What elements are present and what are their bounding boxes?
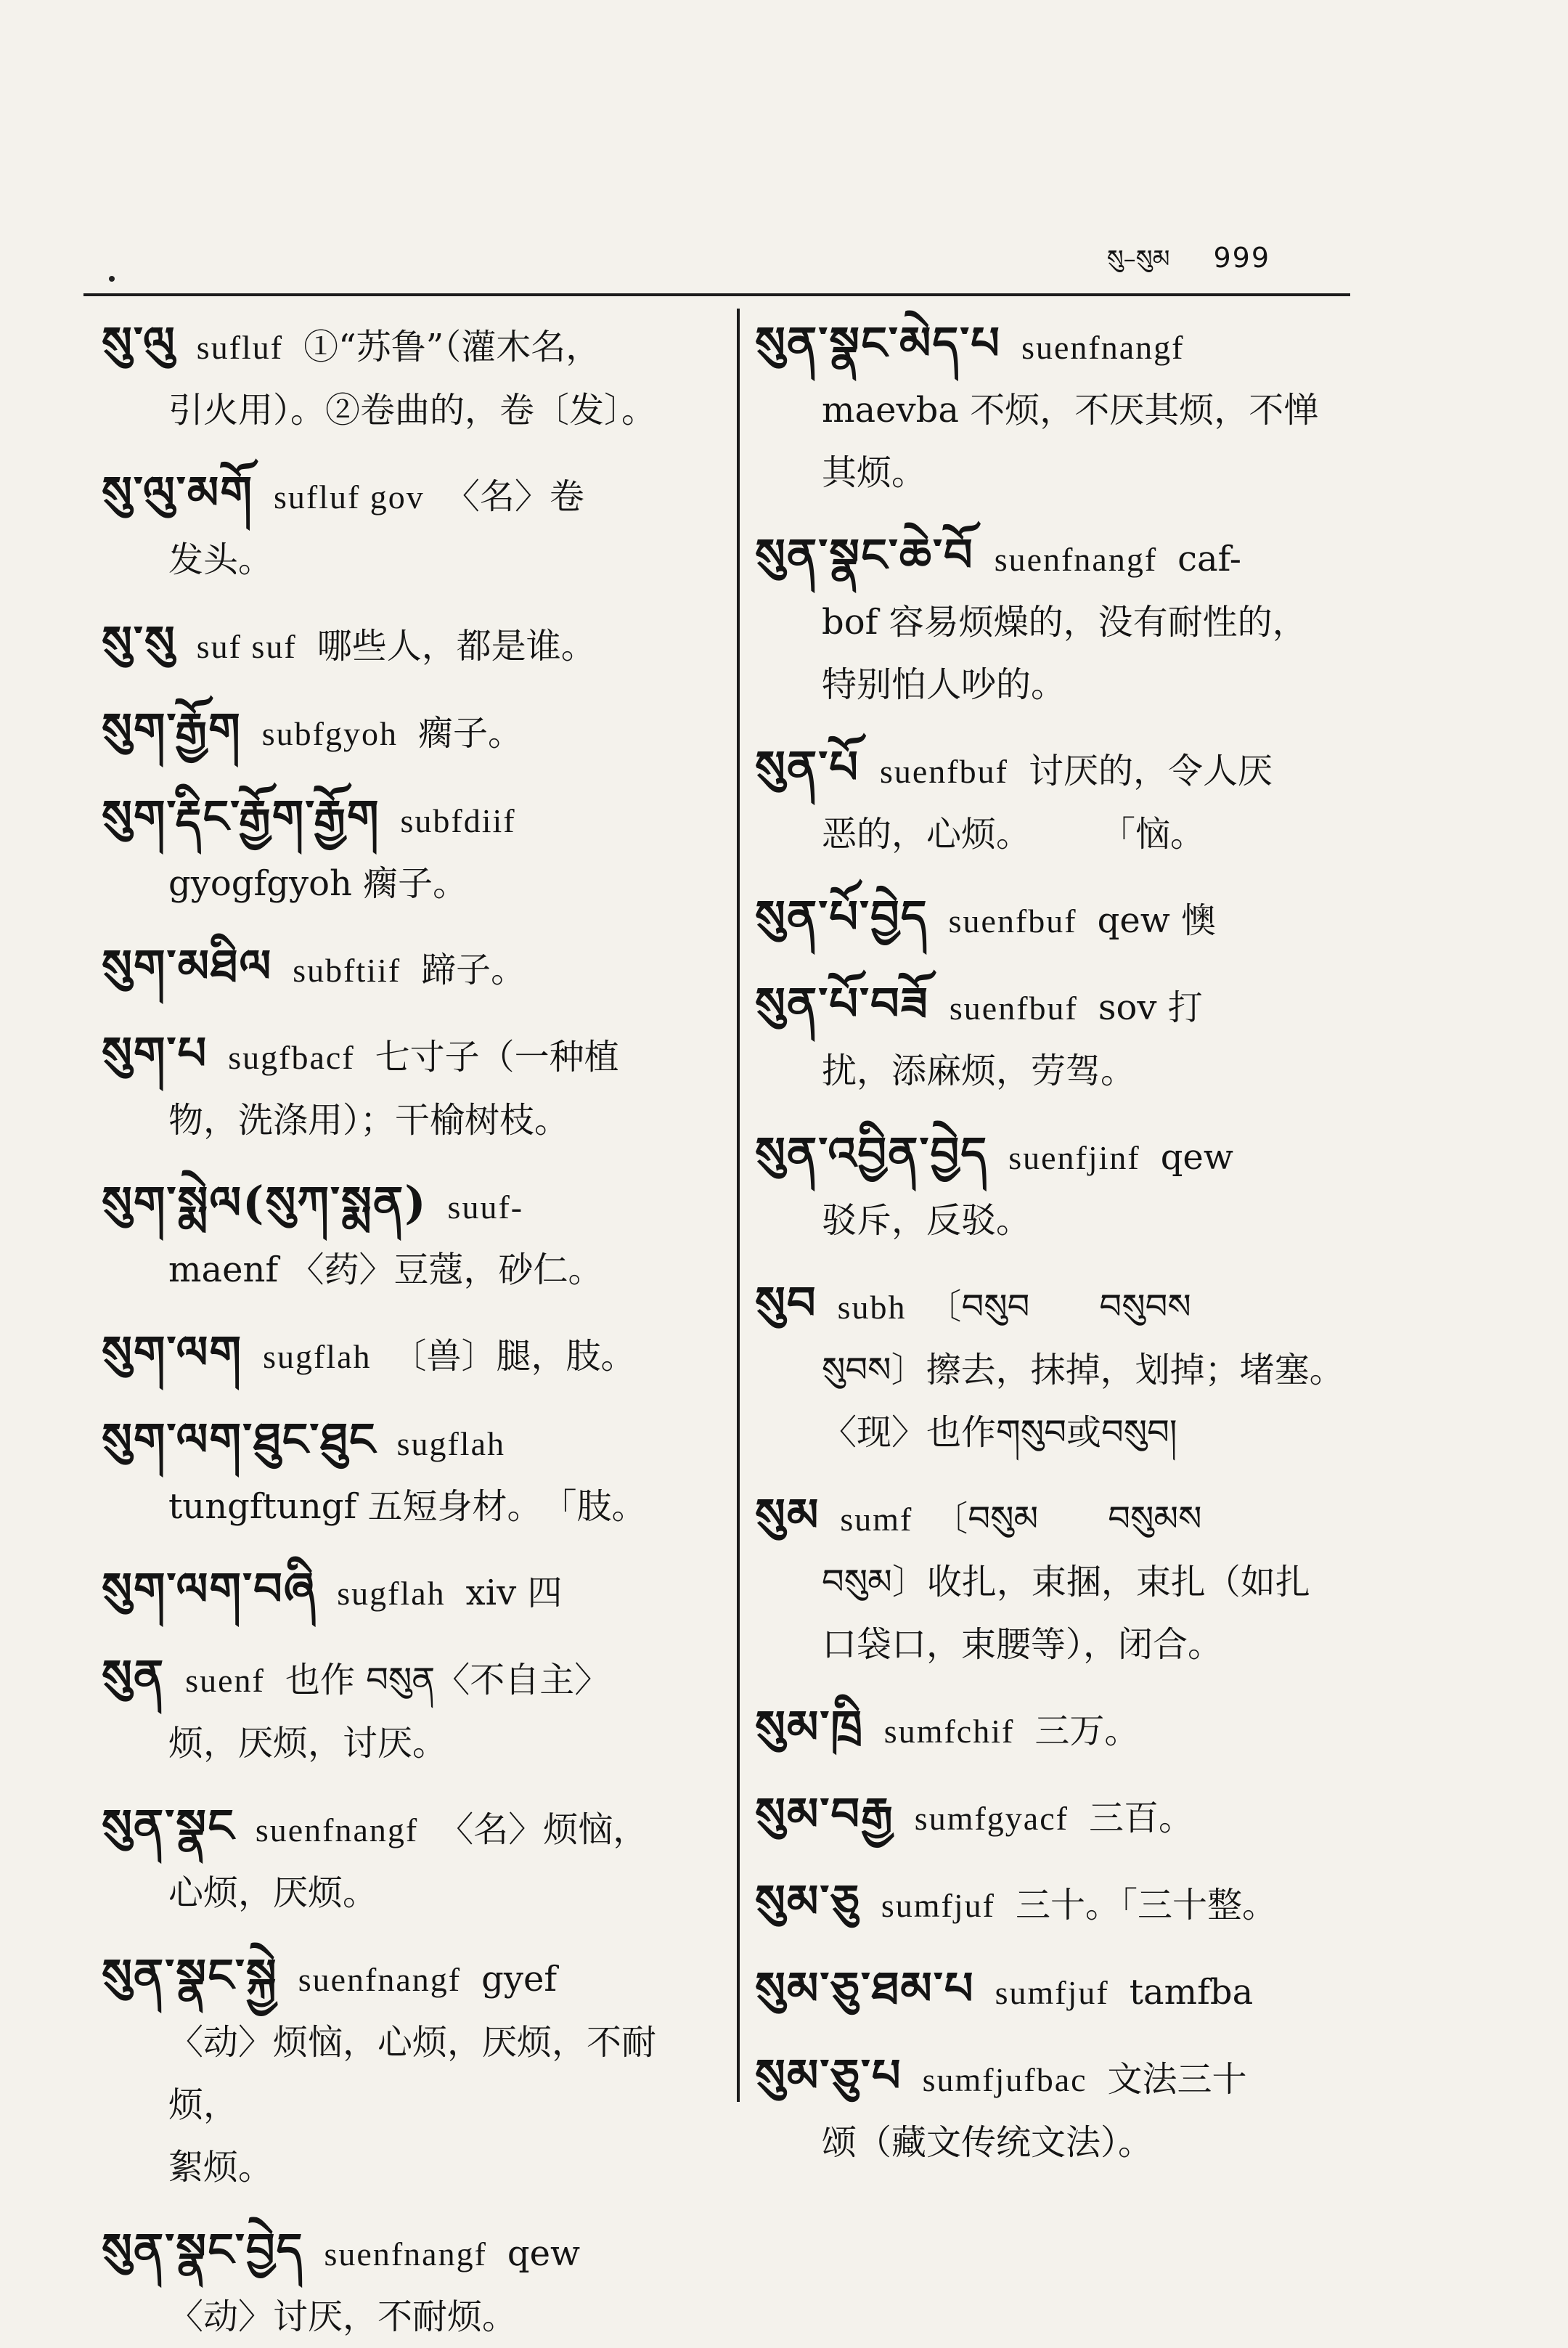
entry-headline xyxy=(102,1409,708,1475)
column-divider xyxy=(737,309,740,2102)
headword-tibetan: སུ་ལུ་མགོ xyxy=(102,466,253,519)
headword-tibetan: སུན་པོ་བཟོ xyxy=(755,977,929,1030)
entry-headline xyxy=(102,1944,708,2011)
romanization: subfgyoh xyxy=(261,715,398,752)
entry-headline xyxy=(755,524,1365,591)
headword-tibetan: སུམ་ཅུ་པ xyxy=(755,2049,902,2102)
headword-tibetan: སུན་སྣང་ཆེ་བོ xyxy=(755,529,974,582)
headword-tibetan: སུག་ལག xyxy=(102,1326,243,1379)
romanization: sumfjuf xyxy=(881,1887,995,1924)
dictionary-entry xyxy=(102,1409,708,1538)
headword-tibetan: སུན་སྣང་བྱེད xyxy=(102,2223,304,2276)
romanization: sugflah xyxy=(263,1338,372,1375)
romanization: suenf xyxy=(185,1662,265,1699)
romanization: sugflah xyxy=(396,1425,505,1462)
dictionary-entry xyxy=(102,1795,708,1924)
definition: gyef xyxy=(481,1959,558,2000)
romanization: sumfgyacf xyxy=(914,1800,1069,1837)
romanization: suenfnangf xyxy=(255,1811,419,1848)
dictionary-entry xyxy=(102,1558,708,1625)
entry-headline xyxy=(102,1022,708,1089)
dictionary-entry xyxy=(102,698,708,765)
romanization: sufluf gov xyxy=(273,478,425,515)
dictionary-entry xyxy=(102,611,708,678)
definition-continuation: 恶的，心烦。 「恼。 xyxy=(822,814,1206,855)
definition-continuation: 心烦，厌烦。 xyxy=(168,1872,378,1913)
definition-continuation: 颂（藏文传统文法）。 xyxy=(822,2122,1153,2163)
definition: 三百。 xyxy=(1088,1798,1193,1838)
romanization: sumfchif xyxy=(883,1713,1015,1750)
dictionary-entry xyxy=(755,524,1365,716)
headword-tibetan: སུག་པ xyxy=(102,1027,208,1080)
entry-headline xyxy=(755,1783,1365,1850)
definition: xiv 四 xyxy=(465,1573,563,1613)
entry-headline xyxy=(755,973,1365,1040)
header-mark xyxy=(109,276,115,282)
entry-headline xyxy=(755,1484,1365,1551)
entry-headline xyxy=(102,1172,708,1239)
headword-tibetan: སུ་སུ xyxy=(102,616,176,669)
entry-headline xyxy=(755,1272,1365,1339)
romanization: sufluf xyxy=(196,329,284,366)
definition: ①“苏鲁”（灌木名， xyxy=(303,327,601,367)
page-header xyxy=(1107,231,1270,301)
entry-headline xyxy=(755,2045,1365,2111)
definition-continuation: tungftungf 五短身材。 「肢。 xyxy=(168,1486,647,1527)
headword-tibetan: སུག་སྨེལ(སུཀ་སྨན) xyxy=(102,1176,428,1229)
entry-headline xyxy=(755,1696,1365,1763)
entry-headline xyxy=(102,935,708,1002)
dictionary-entry xyxy=(755,1272,1365,1464)
definition-continuation: 引火用）。②卷曲的，卷〔发〕。 xyxy=(168,390,657,431)
romanization: sugfbacf xyxy=(228,1039,355,1076)
romanization: suenfbuf xyxy=(948,902,1077,939)
definition-continuation: maenf 〈药〉豆蔻，砂仁。 xyxy=(168,1250,603,1290)
romanization: subftiif xyxy=(293,952,401,989)
headword-tibetan: སུན xyxy=(102,1650,166,1703)
headword-tibetan: སུན་སྣང་མེད་པ xyxy=(755,317,1002,370)
definition-continuation: 驳斥，反驳。 xyxy=(822,1200,1032,1241)
headword-tibetan: སུན་སྣང xyxy=(102,1799,235,1852)
entry-headline xyxy=(102,611,708,678)
definition-continuation: 烦，厌烦，讨厌。 xyxy=(168,1723,448,1764)
headword-tibetan: སུམ་ཅུ xyxy=(755,1875,861,1928)
entry-headline xyxy=(102,1558,708,1625)
headword-tibetan: སུན་པོ xyxy=(755,741,859,794)
definition-continuation: 其烦。 xyxy=(822,452,927,493)
definition-continuation: bof 容易烦燥的，没有耐性的， xyxy=(822,602,1307,643)
romanization: suenfnangf xyxy=(994,541,1158,578)
definition: 瘸子。 xyxy=(417,713,523,754)
entry-headline xyxy=(102,2219,708,2286)
romanization: suenfjinf xyxy=(1008,1139,1140,1176)
definition: 〔བསུམ བསུམས xyxy=(933,1499,1202,1539)
headword-tibetan: སུམ་ཁྲི xyxy=(755,1700,864,1753)
romanization: suuf- xyxy=(447,1189,524,1226)
entry-headline xyxy=(755,736,1365,803)
definition: 〈名〉卷 xyxy=(444,476,584,517)
definition: qew xyxy=(1160,1137,1233,1178)
headword-tibetan: སུན་འབྱིན་བྱེད xyxy=(755,1127,989,1180)
entry-headline xyxy=(102,1645,708,1712)
romanization: suf suf xyxy=(196,628,297,665)
dictionary-entry xyxy=(755,2045,1365,2174)
dictionary-entry xyxy=(755,1696,1365,1763)
dictionary-entry xyxy=(755,1484,1365,1676)
definition: sov 打 xyxy=(1098,987,1203,1028)
entry-headline xyxy=(755,1122,1365,1189)
definition-continuation: 物，洗涤用）；干榆树枝。 xyxy=(168,1100,570,1141)
romanization: subfdiif xyxy=(400,802,516,839)
dictionary-entry xyxy=(755,1783,1365,1850)
headword-tibetan: སུམ xyxy=(755,1488,820,1541)
headword-tibetan: སུམ་ཅུ་ཐམ་པ xyxy=(755,1962,975,2015)
definition: 〔兽〕腿，肢。 xyxy=(391,1336,636,1377)
dictionary-entry xyxy=(102,1321,708,1388)
definition-continuation: བསུམ〕收扎，束捆，束扎（如扎 xyxy=(822,1562,1310,1602)
definition: 三万。 xyxy=(1034,1711,1140,1751)
dictionary-entry xyxy=(755,973,1365,1102)
romanization: subh xyxy=(837,1289,907,1326)
headword-tibetan: སུ་ལུ xyxy=(102,317,176,370)
definition: 〈名〉烦恼， xyxy=(438,1809,648,1850)
entry-headline xyxy=(102,1795,708,1862)
romanization: suenfbuf xyxy=(949,990,1078,1027)
definition-continuation: 〈动〉讨厌，不耐烦。 xyxy=(168,2296,518,2337)
entry-headline xyxy=(755,1870,1365,1937)
definition: 讨厌的，令人厌 xyxy=(1028,751,1273,791)
definition: 哪些人，都是谁。 xyxy=(317,626,596,667)
headword-tibetan: སུབ xyxy=(755,1276,817,1329)
headword-tibetan: སུག་རྒྱོག xyxy=(102,703,242,756)
dictionary-entry xyxy=(102,1022,708,1151)
dictionary-entry xyxy=(102,786,708,915)
dictionary-entry xyxy=(102,312,708,441)
definition-continuation: 发头。 xyxy=(168,539,274,580)
definition-continuation: 〈现〉也作གསུབ或བསུབ། xyxy=(822,1412,1177,1453)
definition-continuation: gyogfgyoh 瘸子。 xyxy=(168,863,468,904)
definition: 三十。「三十整。 xyxy=(1015,1885,1277,1925)
definition-continuation: 絮烦。 xyxy=(168,2147,274,2188)
entry-headline xyxy=(102,462,708,529)
dictionary-entry xyxy=(755,1870,1365,1937)
definition-continuation: 特别怕人吵的。 xyxy=(822,664,1066,705)
headword-tibetan: སུམ་བརྒྱ xyxy=(755,1788,894,1841)
definition: 〔བསུབ བསུབས xyxy=(926,1287,1191,1327)
headword-tibetan: སུག་ལག་ཐུང་ཐུང xyxy=(102,1413,377,1466)
definition-continuation: 〈动〉烦恼，心烦，厌烦，不耐烦， xyxy=(168,2022,657,2125)
definition-continuation: maevba 不烦，不厌其烦，不惮 xyxy=(822,390,1319,431)
romanization: sumfjufbac xyxy=(922,2061,1087,2098)
page-number: 999 xyxy=(1213,242,1270,274)
dictionary-entry xyxy=(755,312,1365,504)
headword-tibetan: སུན་སྣང་སྐྱེ xyxy=(102,1949,278,2002)
dictionary-entry xyxy=(102,462,708,591)
entry-headline xyxy=(102,1321,708,1388)
dictionary-entry xyxy=(755,1957,1365,2024)
romanization: sumf xyxy=(840,1501,913,1538)
romanization: suenfnangf xyxy=(1021,329,1185,366)
left-column xyxy=(102,312,708,2348)
dictionary-entry xyxy=(102,1645,708,1774)
definition-continuation: 口袋口，束腰等），闭合。 xyxy=(822,1624,1223,1665)
romanization: suenfnangf xyxy=(324,2235,487,2272)
dictionary-entry xyxy=(102,1944,708,2198)
dictionary-entry xyxy=(102,1172,708,1301)
definition: tamfba xyxy=(1129,1972,1254,2013)
entry-headline xyxy=(755,312,1365,379)
right-column xyxy=(755,312,1365,2174)
definition: qew 懊 xyxy=(1097,900,1217,941)
headword-tibetan: སུག་མཐིལ xyxy=(102,939,273,992)
definition: caf- xyxy=(1177,539,1241,579)
entry-headline xyxy=(102,312,708,379)
definition: 七寸子（一种植 xyxy=(375,1037,619,1077)
entry-headline xyxy=(102,786,708,852)
header-rule xyxy=(83,293,1350,296)
entry-headline xyxy=(755,1957,1365,2024)
definition: 文法三十 xyxy=(1107,2059,1247,2100)
dictionary-entry xyxy=(755,886,1365,953)
definition: 蹄子。 xyxy=(421,950,526,990)
definition: 也作 བསུན〈不自主〉 xyxy=(285,1660,610,1700)
dictionary-entry xyxy=(755,1122,1365,1252)
entry-headline xyxy=(102,698,708,765)
dictionary-entry xyxy=(755,736,1365,865)
definition-continuation: སུབས〕擦去，抹掉，划掉；堵塞。 xyxy=(822,1350,1344,1390)
headword-tibetan: སུག་རྡིང་རྒྱོག་རྒྱོག xyxy=(102,790,380,843)
romanization: sugflah xyxy=(337,1575,446,1612)
headword-tibetan: སུག་ལག་བཞི xyxy=(102,1562,317,1615)
dictionary-entry xyxy=(102,2219,708,2348)
romanization: suenfnangf xyxy=(298,1961,462,1998)
romanization: sumfjuf xyxy=(995,1974,1109,2011)
definition: qew xyxy=(507,2233,581,2274)
running-head: སུ–སུམ xyxy=(1106,245,1170,274)
definition-continuation: 扰，添麻烦，劳驾。 xyxy=(822,1051,1136,1091)
romanization: suenfbuf xyxy=(879,753,1008,790)
entry-headline xyxy=(755,886,1365,953)
headword-tibetan: སུན་པོ་བྱེད xyxy=(755,890,928,943)
dictionary-entry xyxy=(102,935,708,1002)
